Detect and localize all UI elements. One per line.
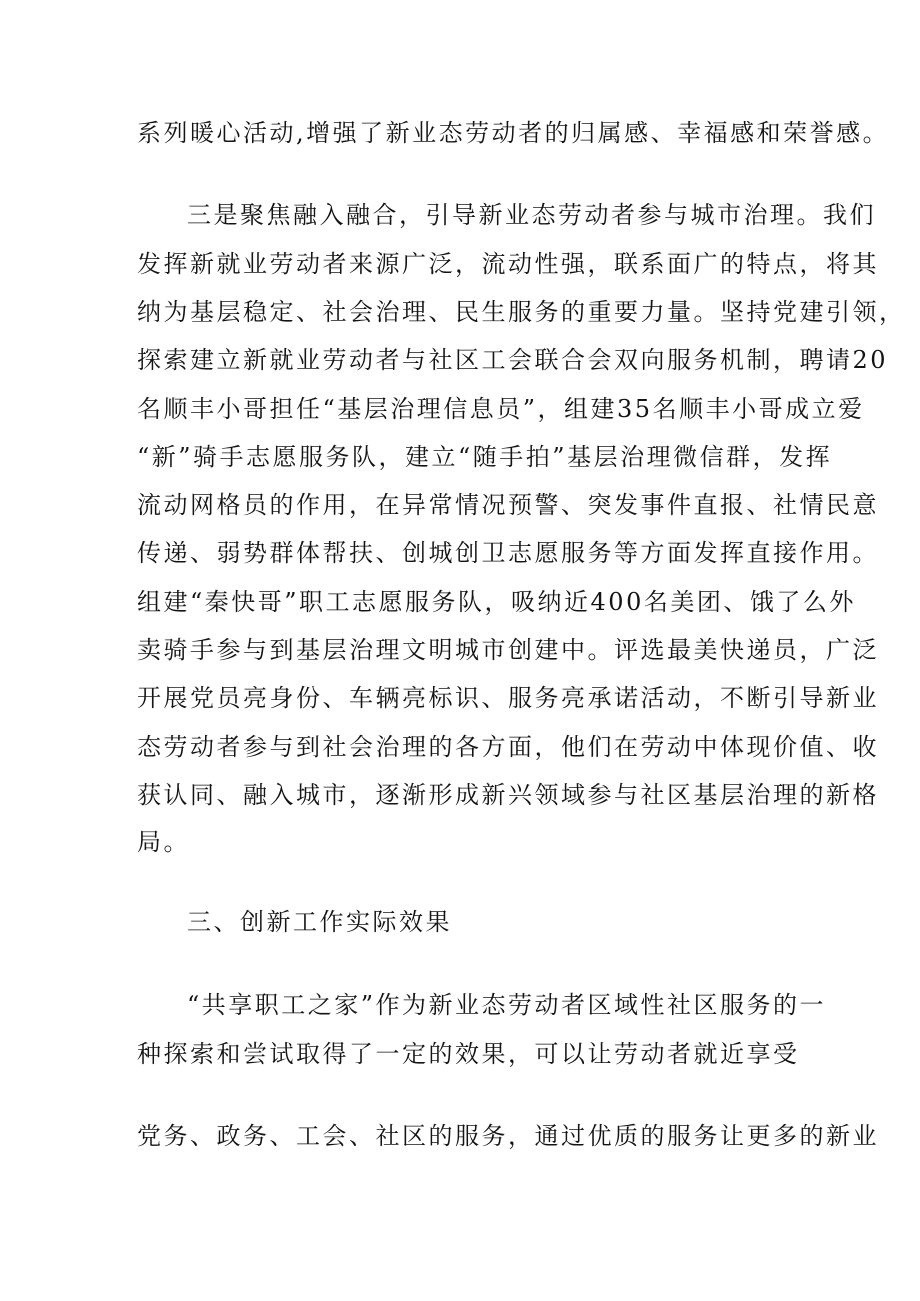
paragraph-line: 种探索和尝试取得了一定的效果，可以让劳动者就近享受 <box>137 1040 800 1068</box>
paragraph-line: 流动网格员的作用，在异常情况预警、突发事件直报、社情民意 <box>137 491 879 519</box>
paragraph-first-line: 三是聚焦融入融合，引导新业态劳动者参与城市治理。我们 <box>187 201 876 229</box>
paragraph-line: “新”骑手志愿服务队，建立“随手拍”基层治理微信群，发挥 <box>137 443 833 471</box>
paragraph-first-line: “共享职工之家”作为新业态劳动者区域性社区服务的一 <box>187 991 827 1019</box>
paragraph-line: 名顺丰小哥担任“基层治理信息员”，组建35名顺丰小哥成立爱 <box>137 395 865 423</box>
paragraph-line: 局。 <box>137 828 190 856</box>
paragraph-line: 卖骑手参与到基层治理文明城市创建中。评选最美快递员，广泛 <box>137 636 879 664</box>
paragraph-line: 组建“秦快哥”职工志愿服务队，吸纳近400名美团、饿了么外 <box>137 588 856 616</box>
section-heading: 三、创新工作实际效果 <box>187 908 452 936</box>
paragraph-line: 党务、政务、工会、社区的服务，通过优质的服务让更多的新业 <box>137 1122 879 1150</box>
paragraph-line: 系列暖心活动,增强了新业态劳动者的归属感、幸福感和荣誉感。 <box>137 119 890 147</box>
paragraph-line: 纳为基层稳定、社会治理、民生服务的重要力量。坚持党建引领， <box>137 298 906 326</box>
paragraph-line: 获认同、融入城市，逐渐形成新兴领域参与社区基层治理的新格 <box>137 781 879 809</box>
paragraph-line: 传递、弱势群体帮扶、创城创卫志愿服务等方面发挥直接作用。 <box>137 539 879 567</box>
paragraph-line: 发挥新就业劳动者来源广泛，流动性强，联系面广的特点，将其 <box>137 250 879 278</box>
paragraph-line: 开展党员亮身份、车辆亮标识、服务亮承诺活动，不断引导新业 <box>137 684 879 712</box>
paragraph-line: 探索建立新就业劳动者与社区工会联合会双向服务机制，聘请20 <box>137 346 889 374</box>
paragraph-line: 态劳动者参与到社会治理的各方面，他们在劳动中体现价值、收 <box>137 733 879 761</box>
